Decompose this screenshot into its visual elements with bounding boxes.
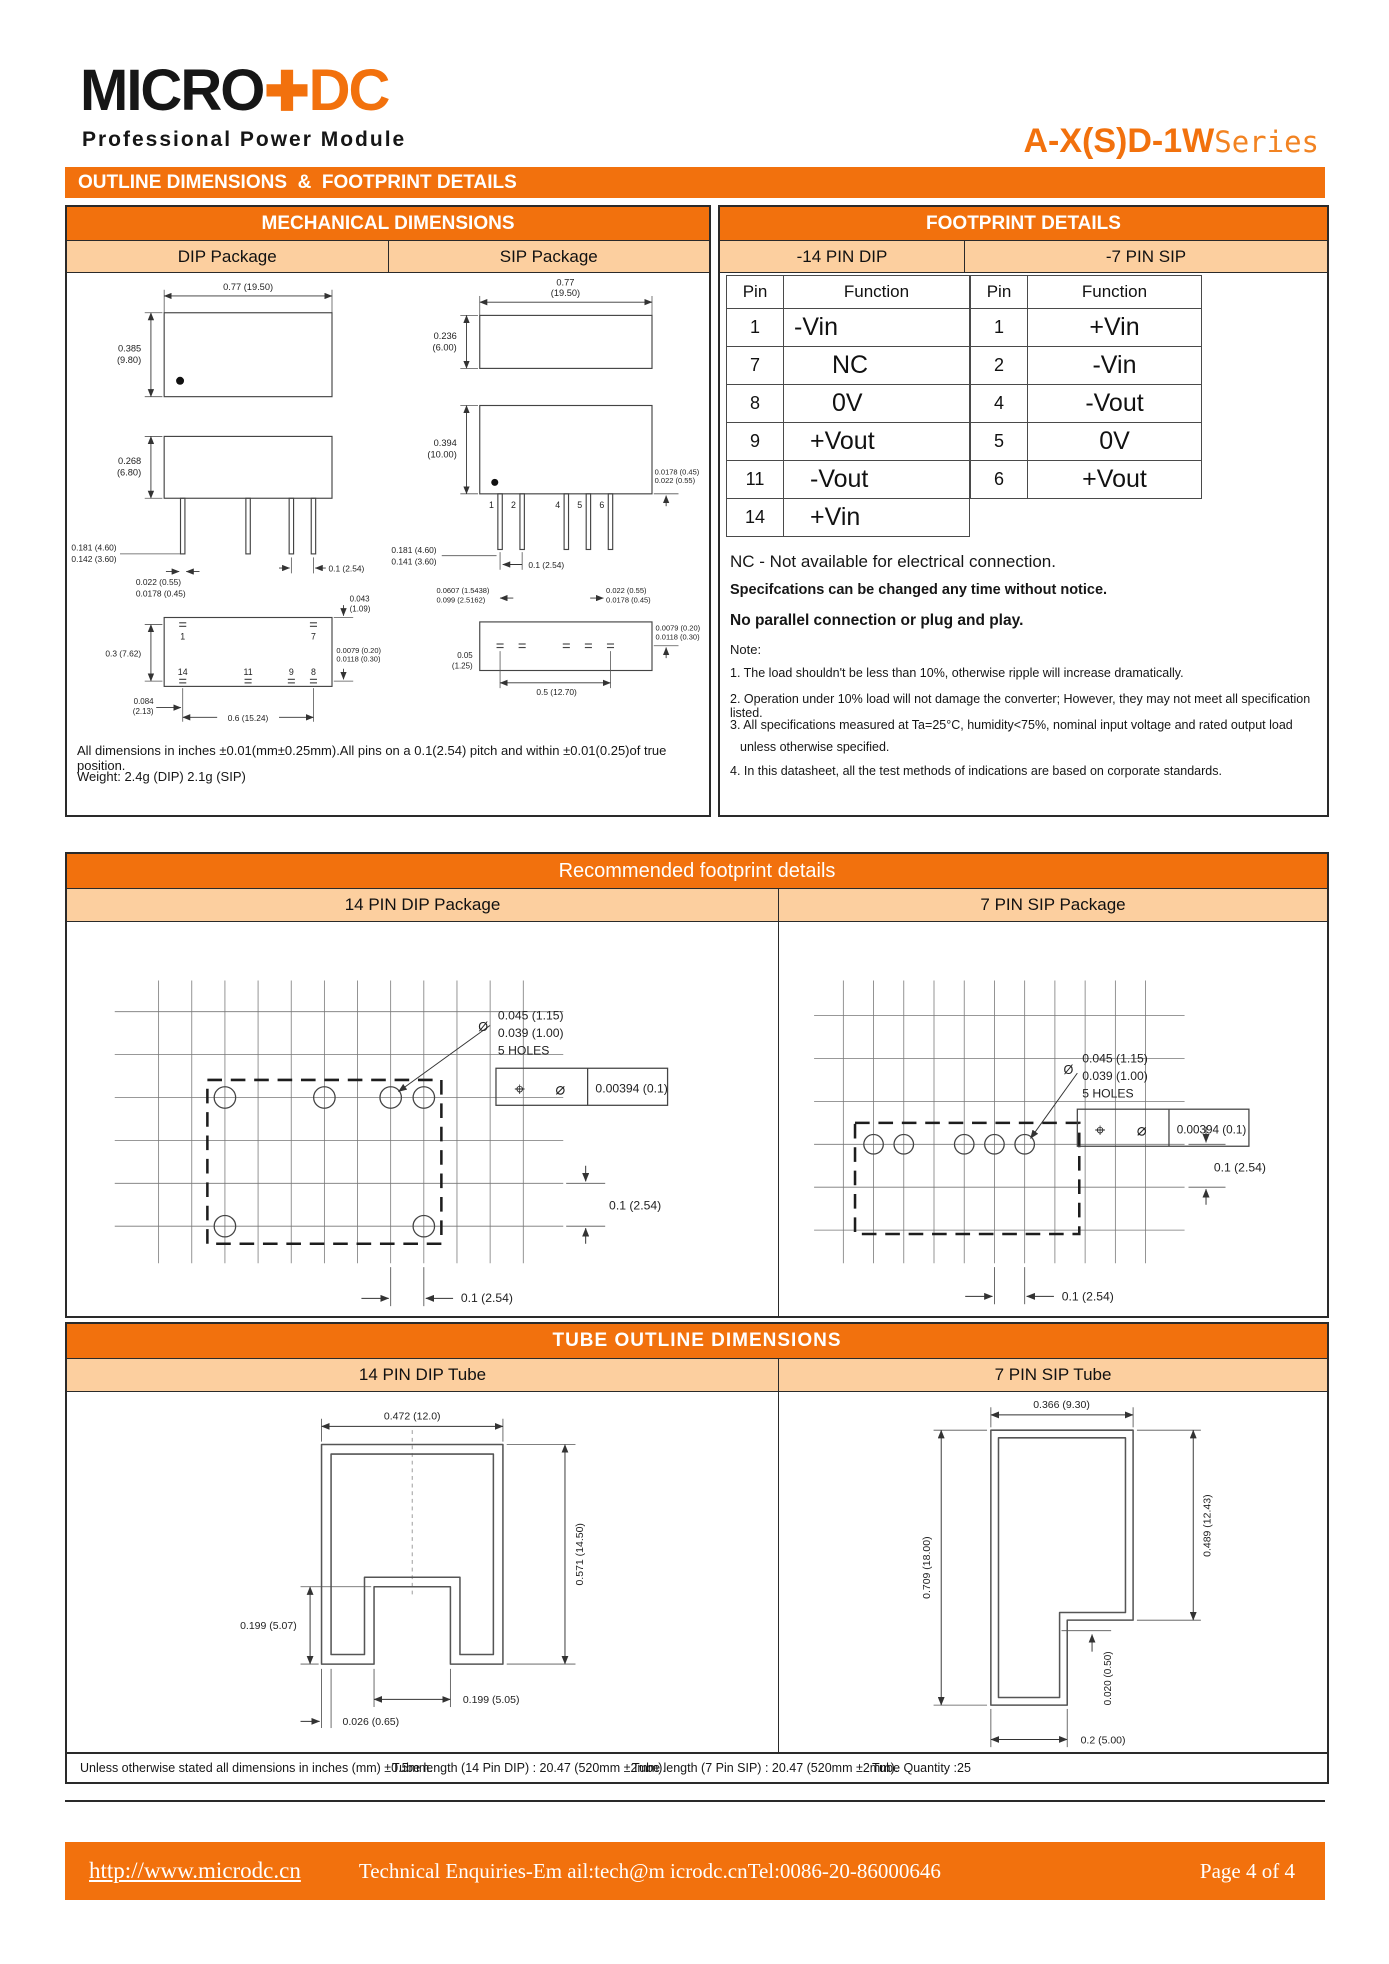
svg-text:0.489 (12.43): 0.489 (12.43) [1201,1494,1214,1557]
svg-text:0.3 (7.62): 0.3 (7.62) [105,648,142,659]
svg-text:0.00394 (0.1): 0.00394 (0.1) [595,1081,668,1096]
page-section-banner [65,167,1325,198]
svg-text:0.1 (2.54): 0.1 (2.54) [328,563,365,574]
svg-text:(10.00): (10.00) [427,449,457,460]
sip-footprint-header: 7 PIN SIP Package [778,889,1327,921]
column-divider [778,888,779,1316]
svg-text:0.366 (9.30): 0.366 (9.30) [1033,1399,1090,1412]
contact-phone: Tel:0086-20-86000646 [747,1858,941,1883]
tube-note: Tube Quantity :25 [872,1761,971,1775]
table-row: 11 -Vout [727,461,970,499]
svg-text:0.0118 (0.30): 0.0118 (0.30) [655,632,700,642]
svg-text:0.1 (2.54): 0.1 (2.54) [460,1291,513,1306]
dip-pin-header: -14 PIN DIP [796,247,888,266]
col-header: Pin [727,276,784,309]
tube-note: Tube length (7 Pin SIP) : 20.47 (520mm ±2mm). [632,1761,899,1775]
svg-text:0.0178 (0.45): 0.0178 (0.45) [606,595,651,605]
svg-text:(6.80): (6.80) [116,467,142,478]
svg-text:0.1 (2.54): 0.1 (2.54) [1061,1289,1114,1304]
sip-package-header: SIP Package [388,241,710,272]
svg-text:0.394: 0.394 [433,438,457,449]
plus-icon: ✚ [264,62,308,122]
table-row: 7 NC [727,347,970,385]
logo-text-micro: MICRO [80,58,264,123]
svg-text:0.0607 (1.5438): 0.0607 (1.5438) [436,585,490,595]
svg-text:5 HOLES: 5 HOLES [1082,1086,1134,1101]
page-footer [65,1842,1325,1900]
mech-note-1: All dimensions in inches ±0.01(mm±0.25mm).All pins on a 0.1(2.54) pitch and within ±0.01(0.25)of true position. [77,743,667,773]
svg-text:8: 8 [310,666,316,677]
table-row: 5 0V [971,423,1202,461]
svg-text:0.0079 (0.20): 0.0079 (0.20) [655,623,701,633]
company-logo [80,58,389,123]
svg-text:1: 1 [180,631,186,642]
logo-text-dc: DC [308,58,389,123]
svg-text:11: 11 [243,666,253,677]
sip-tube-drawing [781,1392,1321,1750]
svg-text:0.022 (0.55): 0.022 (0.55) [606,585,647,595]
svg-text:0.045 (1.15): 0.045 (1.15) [1082,1051,1148,1066]
banner-title: OUTLINE DIMENSIONS & FOOTPRINT DETAILS [78,172,517,193]
svg-text:(6.00): (6.00) [432,342,457,353]
svg-text:0.1 (2.54): 0.1 (2.54) [1213,1160,1266,1175]
svg-text:5 HOLES: 5 HOLES [497,1043,550,1058]
table-row: 4 -Vout [971,385,1202,423]
svg-text:0.199 (5.05): 0.199 (5.05) [462,1694,520,1707]
svg-text:0.00394 (0.1): 0.00394 (0.1) [1176,1123,1247,1137]
svg-text:0.084: 0.084 [133,697,154,707]
note-label: Note: [730,642,762,657]
col-header: Function [784,276,970,309]
model-name: A-X(S)D-1W [1023,122,1215,160]
svg-text:14: 14 [177,666,188,677]
svg-text:0.039 (1.00): 0.039 (1.00) [497,1026,564,1041]
svg-text:0.022 (0.55): 0.022 (0.55) [654,476,696,486]
diameter-symbol-icon: ⌀ [555,1079,566,1099]
dip-footprint-header: 14 PIN DIP Package [344,895,501,914]
tube-title: TUBE OUTLINE DIMENSIONS [67,1324,1327,1359]
svg-text:0.236: 0.236 [433,331,457,342]
svg-text:0.026 (0.65): 0.026 (0.65) [342,1716,400,1729]
table-row: 14 +Vin [727,499,970,537]
svg-text:0.385: 0.385 [118,343,142,354]
svg-text:(9.80): (9.80) [116,355,142,366]
diameter-icon: Ø [478,1020,489,1035]
dip-footprint-drawing [67,922,767,1312]
col-header: Function [1028,276,1202,309]
svg-text:(1.25): (1.25) [451,661,473,671]
svg-text:0.199 (5.07): 0.199 (5.07) [240,1619,297,1632]
svg-text:0.77 (19.50): 0.77 (19.50) [223,281,274,292]
parallel-note: No parallel connection or plug and play. [730,612,1024,629]
tube-outline-section [65,1322,1329,1784]
svg-text:0.181 (4.60): 0.181 (4.60) [71,542,117,553]
recommended-footprint-section [65,852,1329,1318]
sip-pin-header: -7 PIN SIP [964,241,1327,272]
tube-footer-strip [67,1752,1327,1782]
table-row: 6 +Vout [971,461,1202,499]
position-tolerance-frame [1077,1109,1249,1146]
note-item: 1. The load shouldn't be less than 10%, otherwise ripple will increase dramatically. [730,666,1184,680]
diameter-icon: Ø [1063,1063,1074,1078]
col-header: Pin [971,276,1028,309]
website-link[interactable]: http://www.microdc.cn [89,1858,301,1883]
dip-tube-drawing [67,1392,767,1750]
svg-text:0.05: 0.05 [457,651,473,661]
svg-text:6: 6 [599,499,605,510]
logo-subtitle: Professional Power Module [82,128,407,151]
svg-text:0.181 (4.60): 0.181 (4.60) [391,545,437,556]
svg-text:0.6 (15.24): 0.6 (15.24) [227,712,269,723]
svg-text:0.020 (0.50): 0.020 (0.50) [1103,1651,1115,1706]
svg-text:0.0178 (0.45): 0.0178 (0.45) [135,588,186,599]
footer-divider [65,1800,1325,1802]
contact-email: Technical Enquiries-Em ail:tech@m icrodc.cn [358,1858,748,1883]
svg-text:5: 5 [577,499,583,510]
svg-text:0.472 (12.0): 0.472 (12.0) [383,1410,441,1423]
svg-text:2: 2 [511,499,516,510]
spec-note: Specifcations can be changed any time without notice. [730,582,1108,598]
footprint-columns [720,241,1327,273]
svg-text:0.709 (18.00): 0.709 (18.00) [920,1536,933,1599]
svg-text:(19.50): (19.50) [550,287,581,298]
svg-text:0.571 (14.50): 0.571 (14.50) [574,1523,587,1586]
footprint-title: FOOTPRINT DETAILS [720,207,1327,241]
tube-note: Tube length (14 Pin DIP) : 20.47 (520mm ±2mm). [392,1761,666,1775]
svg-text:0.268: 0.268 [118,455,142,466]
svg-text:4: 4 [555,499,561,510]
position-tolerance-frame [496,1068,668,1105]
svg-text:0.2 (5.00): 0.2 (5.00) [1080,1734,1126,1747]
sip-pin-table [970,275,1202,499]
table-row: 1 +Vin [971,309,1202,347]
svg-text:(2.13): (2.13) [132,706,154,716]
svg-text:0.043: 0.043 [349,594,370,604]
svg-text:0.039 (1.00): 0.039 (1.00) [1082,1068,1148,1083]
table-row: 9 +Vout [727,423,970,461]
note-item: unless otherwise specified. [740,740,890,754]
sip-footprint-drawing [781,922,1321,1312]
svg-text:7: 7 [310,631,316,642]
footprint-details-panel [718,205,1329,817]
note-item: 2. Operation under 10% load will not damage the converter; However, they may not meet all specification listed. [730,692,1311,720]
mechanical-title: MECHANICAL DIMENSIONS [67,207,709,241]
svg-text:0.022 (0.55): 0.022 (0.55) [135,576,182,587]
svg-text:0.045 (1.15): 0.045 (1.15) [497,1008,564,1023]
mechanical-dimensions-panel [65,205,711,817]
table-row: 8 0V [727,385,970,423]
dip-mechanical-drawing [67,273,385,735]
table-row: 2 -Vin [971,347,1202,385]
svg-text:0.5 (12.70): 0.5 (12.70) [536,687,577,698]
true-position-icon: ⌖ [514,1079,525,1101]
tube-columns [67,1359,1327,1392]
model-suffix: Series [1214,125,1319,159]
svg-text:0.1 (2.54): 0.1 (2.54) [609,1198,662,1213]
svg-text:0.141 (3.60): 0.141 (3.60) [391,556,437,567]
mech-note-2: Weight: 2.4g (DIP) 2.1g (SIP) [77,769,246,784]
dip-pin-table [726,275,970,537]
svg-text:0.142 (3.60): 0.142 (3.60) [71,553,117,564]
recommended-columns [67,889,1327,922]
tube-note: Unless otherwise stated all dimensions in inches (mm) ±0.5mm. [80,1761,433,1775]
series-title [1023,122,1319,161]
svg-text:1: 1 [488,499,494,510]
sip-mechanical-drawing [387,273,705,735]
dip-tube-header: 14 PIN DIP Tube [358,1365,487,1384]
diameter-symbol-icon: ⌀ [1136,1120,1147,1140]
svg-text:9: 9 [288,666,294,677]
svg-text:0.0118 (0.30): 0.0118 (0.30) [336,654,381,664]
package-columns [67,241,709,273]
true-position-icon: ⌖ [1094,1120,1106,1142]
page-number: Page 4 of 4 [1199,1858,1295,1883]
svg-text:0.0178 (0.45): 0.0178 (0.45) [654,467,700,477]
sip-tube-header: 7 PIN SIP Tube [778,1359,1327,1391]
svg-text:(1.09): (1.09) [349,604,371,614]
recommended-title: Recommended footprint details [67,854,1327,889]
dip-package-header: DIP Package [177,247,277,266]
column-divider [778,1358,779,1754]
nc-note: NC - Not available for electrical connection. [730,552,1056,571]
note-item: 4. In this datasheet, all the test methods of indications are based on corporate standards. [730,764,1222,778]
svg-text:0.0079 (0.20): 0.0079 (0.20) [336,645,382,655]
note-item: 3. All specifications measured at Ta=25°C, humidity<75%, nominal input voltage and rated output load [730,718,1293,732]
svg-text:0.099 (2.5162): 0.099 (2.5162) [436,595,486,605]
table-row: 1 -Vin [727,309,970,347]
svg-text:0.77: 0.77 [556,277,575,288]
svg-text:0.1 (2.54): 0.1 (2.54) [528,560,565,571]
